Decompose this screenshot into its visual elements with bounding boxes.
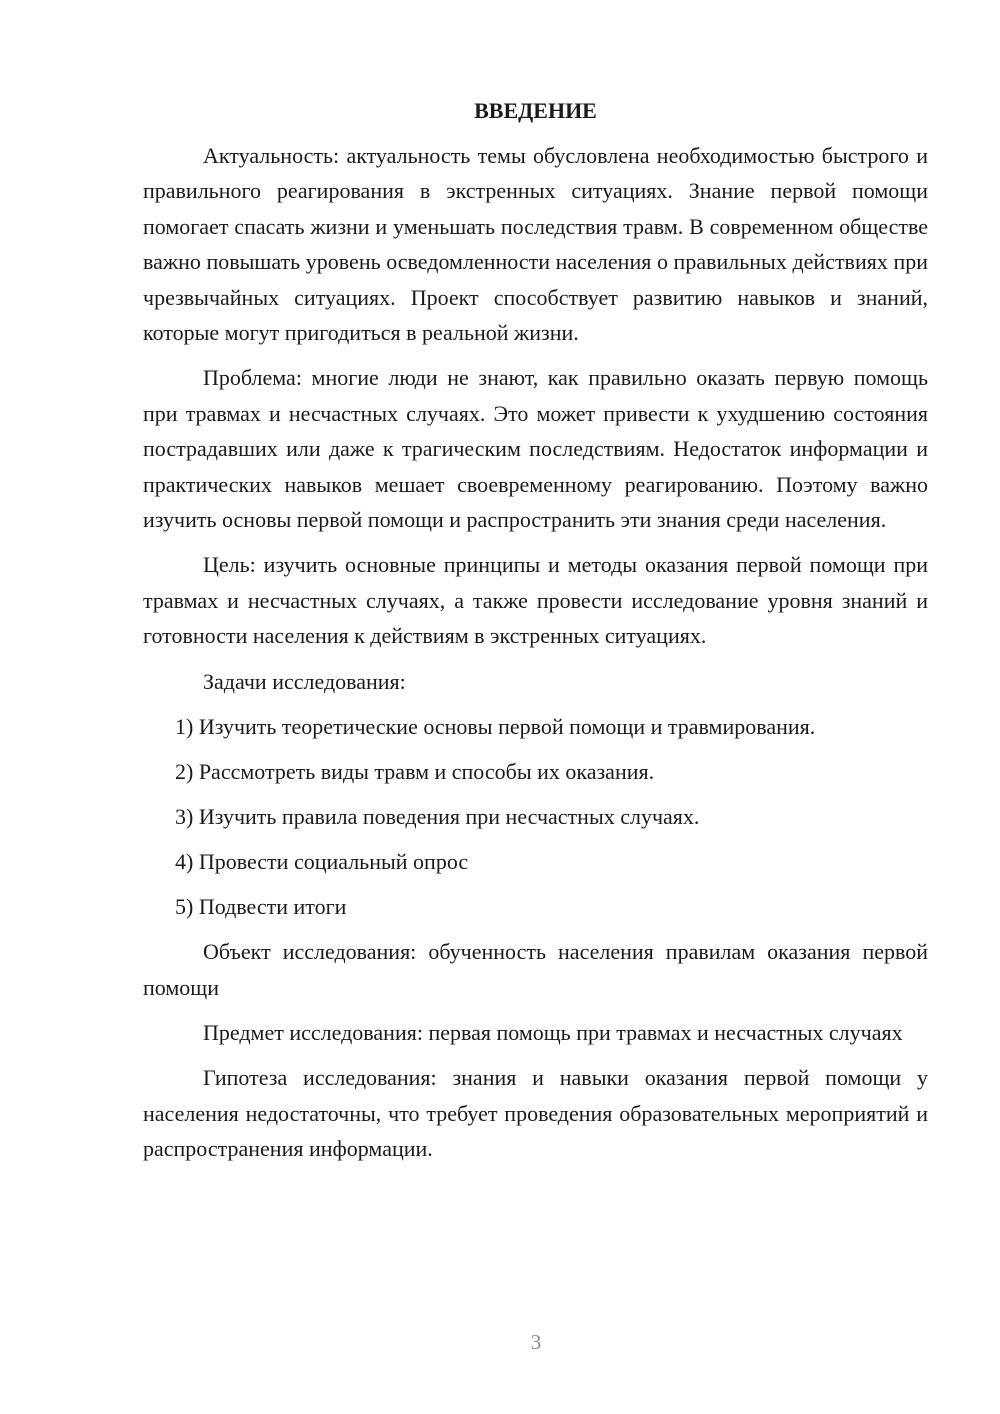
paragraph-goal: Цель: изучить основные принципы и методы оказания первой помощи при травмах и несчастных случаях, а также провести исследование уровня знаний и готовности населения к действиям в экстренных ситуациях. [143, 552, 928, 649]
document-body [143, 93, 928, 1177]
list-item: 1) Изучить теоретические основы первой помощи и травмирования. [175, 714, 816, 740]
tasks-list [143, 709, 928, 924]
list-item: 4) Провести социальный опрос [175, 849, 469, 875]
list-item: 2) Рассмотреть виды травм и способы их оказания. [175, 759, 655, 785]
paragraph-problem: Проблема: многие люди не знают, как правильно оказать первую помощь при травмах и несчастных случаях. Это может привести к ухудшению состояния пострадавших или даже к трагическим последствиям. Недостаток информации и практических навыков мешает своевременному реагированию. Поэтому важно изучить основы первой помощи и распространить эти знания среди населения. [143, 365, 928, 533]
paragraph-subject: Предмет исследования: первая помощь при травмах и несчастных случаях [203, 1019, 903, 1045]
paragraph-relevance: Актуальность: актуальность темы обусловлена необходимостью быстрого и правильного реагирования в экстренных ситуациях. Знание первой помощи помогает спасать жизни и уменьшать последствия травм. В современном обществе важно повышать уровень осведомленности населения о правильных действиях при чрезвычайных ситуациях. Проект способствует развитию навыков и знаний, которые могут пригодиться в реальной жизни. [143, 143, 928, 346]
paragraph-hypothesis: Гипотеза исследования: знания и навыки оказания первой помощи у населения недостаточны, что требует проведения образовательных мероприятий и распространения информации. [143, 1065, 928, 1162]
page-number: 3 [530, 1330, 542, 1354]
list-item: 5) Подвести итоги [175, 894, 347, 920]
section-title: ВВЕДЕНИЕ [474, 98, 597, 123]
tasks-heading: Задачи исследования: [203, 668, 406, 694]
paragraph-object: Объект исследования: обученность населения правилам оказания первой помощи [143, 939, 928, 1000]
list-item: 3) Изучить правила поведения при несчастных случаях. [175, 804, 700, 830]
